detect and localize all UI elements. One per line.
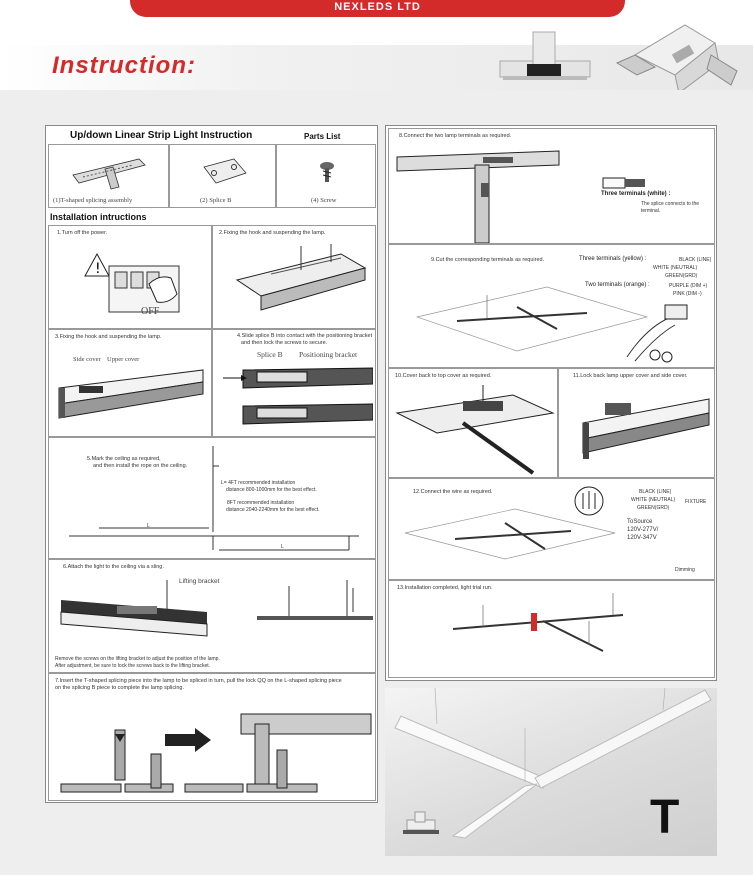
- step-1-text: 1.Turn off the power.: [57, 230, 108, 236]
- suspend-lamp-illustration: [231, 244, 371, 324]
- step-1-cell: [48, 225, 212, 329]
- three-terminals-white-label: Three terminals (white) :: [601, 191, 671, 197]
- step-11-text: 11.Lock back lamp upper cover and side cover.: [573, 373, 688, 379]
- step-5-text-a: 5.Mark the ceiling as required,: [87, 456, 161, 462]
- step-12-cell: [388, 478, 715, 580]
- s12-black: BLACK (LINE): [639, 489, 672, 495]
- step-5-text-b: and then install the rope on the ceiling.: [93, 463, 188, 469]
- instruction-sheet-right: [385, 125, 717, 681]
- step-13-cell: [388, 580, 715, 678]
- install-title: Installation intructions: [50, 212, 147, 222]
- step-9-text: 9.Cut the corresponding terminals as required.: [431, 257, 545, 263]
- s12-fixture: FIXTURE: [685, 499, 707, 505]
- step-4-cell: [212, 329, 376, 437]
- step-10-text: 10.Cover back to top cover as required.: [395, 373, 492, 379]
- splice-b-illustration: [223, 360, 373, 436]
- terminal-connect-illustration: [395, 143, 565, 243]
- step-5-note-1b: distance 800-1000mm for the best effect.: [226, 487, 317, 493]
- t-connector-image: [495, 26, 595, 90]
- upper-cover-label: Upper cover: [107, 356, 140, 363]
- s9-pink-dim: PINK (DIM -): [673, 291, 702, 297]
- lock-cover-illustration: [563, 383, 713, 477]
- step-2-text: 2.Fixing the hook and suspending the lamp.: [219, 230, 326, 236]
- step-4-text-b: and then lock the screws to secure.: [241, 340, 328, 346]
- sling-illustration: [57, 580, 373, 650]
- splice-b-label: Splice B: [257, 350, 283, 359]
- step-13-text: 13.Installation completed, light trial run.: [397, 585, 493, 591]
- power-switch-illustration: [69, 244, 189, 324]
- step-5-cell: [48, 437, 376, 559]
- part-cell-splice-b: [169, 144, 276, 208]
- step-6-note-b: After adjustment, be sure to lock the screws back to the lifting bracket.: [55, 663, 211, 669]
- s12-source-3: 120V-347V: [627, 535, 657, 541]
- s9-white-neutral: WHITE (NEUTRAL): [653, 265, 698, 271]
- step-5-note-2b: distance 2040-2240mm for the best effect.: [226, 507, 320, 513]
- step-6-text: 6.Attach the light to the ceiling via a sling.: [63, 564, 164, 570]
- step-9-cell: [388, 244, 715, 368]
- step-7-text-b: on the splicing B piece to complete the lamp splicing.: [55, 685, 185, 691]
- s9-purple-dim: PURPLE (DIM +): [669, 283, 708, 289]
- step-7-text-a: 7.Insert the T-shaped splicing piece into the lamp to be spliced in turn, pull the lock QQ on the L-shaped splicing piece: [55, 678, 342, 684]
- main-title: Up/down Linear Strip Light Instruction: [70, 130, 253, 141]
- step-8-cell: [388, 128, 715, 244]
- lifting-bracket-label: Lifting bracket: [179, 578, 220, 585]
- cover-illustration: [53, 364, 209, 434]
- s12-white: WHITE (NEUTRAL): [631, 497, 676, 503]
- brand-banner: NEXLEDS LTD: [130, 0, 625, 17]
- step-12-text: 12.Connect the wire as required.: [413, 489, 493, 495]
- step-11-cell: [558, 368, 715, 478]
- step-8-text: 8.Connect the two lamp terminals as required.: [399, 133, 512, 139]
- step-5-note-1a: L= 4FT recommended installation: [221, 480, 296, 486]
- s12-source-2: 120V-277V/: [627, 527, 659, 533]
- step-5-l-bottom: L: [281, 544, 284, 550]
- instruction-sheet-left: [45, 125, 378, 803]
- step-3-text: 3.Fixing the hook and suspending the lamp.: [55, 334, 162, 340]
- screw-icon: [317, 161, 337, 187]
- step-5-note-2a: 8FT recommended installation: [227, 500, 295, 506]
- t-splice-icon: [69, 153, 149, 193]
- t-shape-letter: T: [650, 791, 680, 844]
- step-6-note-a: Remove the screws on the lifting bracket to adjust the position of the lamp.: [55, 656, 220, 662]
- s9-black-line: BLACK (LINE): [679, 257, 712, 263]
- cut-terminal-illustration: [397, 267, 711, 367]
- s12-green: GREEN(GRD): [637, 505, 670, 511]
- t-splicing-illustration: [55, 694, 373, 800]
- s9-green-grd: GREEN(GRD): [665, 273, 698, 279]
- step-8-note: The splice connects to the terminal.: [641, 201, 700, 214]
- wiring-illustration: [395, 483, 625, 579]
- white-terminal-icon: [601, 175, 651, 191]
- off-label: OFF: [141, 306, 160, 317]
- s12-source-1: ToSource: [627, 519, 653, 525]
- three-terminals-yellow-label: Three terminals (yellow) :: [579, 256, 647, 262]
- part-label-2: (2) Splice B: [200, 197, 232, 204]
- step-3-cell: [48, 329, 212, 437]
- s12-dimming: Dimming: [675, 567, 695, 573]
- splice-b-icon: [200, 157, 250, 187]
- side-cover-label: Side cover: [73, 356, 101, 363]
- step-10-cell: [388, 368, 558, 478]
- step-4-text-a: 4.Slide splice B into contact with the positioning bracket: [237, 333, 373, 339]
- l-connector-image: [615, 15, 745, 95]
- positioning-bracket-label: Positioning bracket: [299, 350, 358, 359]
- step-6-cell: [48, 559, 376, 673]
- step-7-cell: [48, 673, 376, 801]
- part-cell-screw: [276, 144, 376, 208]
- svg-text:!: !: [95, 261, 101, 277]
- top-cover-illustration: [393, 383, 555, 477]
- parts-list-label: Parts List: [304, 132, 341, 141]
- part-cell-t-splice: [48, 144, 169, 208]
- part-label-1: (1)T-shaped splicing assembly: [53, 197, 133, 204]
- page-title: Instruction:: [52, 52, 196, 79]
- part-label-3: (4) Screw: [311, 197, 337, 204]
- ceiling-mark-illustration: [59, 446, 369, 558]
- trial-run-illustration: [403, 591, 703, 677]
- step-5-l-top: L: [147, 523, 150, 529]
- two-terminals-orange-label: Two terminals (orange) :: [585, 282, 650, 288]
- step-2-cell: [212, 225, 376, 329]
